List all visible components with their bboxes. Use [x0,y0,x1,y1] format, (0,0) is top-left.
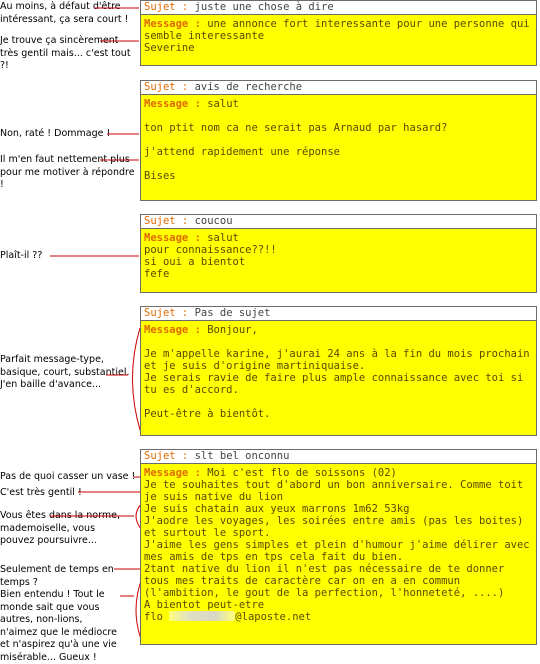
message-card-4 [140,306,537,436]
annotation-1: Au moins, à défaut d'être intéressant, ça sera court ! [0,1,129,25]
message-card-5 [140,449,537,645]
message-subject: Sujet : Pas de sujet [141,307,536,321]
annotation-2: Je trouve ça sincèrement très gentil mais... c'est tout ?! [0,35,131,71]
annotation-10: Seulement de temps en temps ? [0,564,114,588]
message-subject: Sujet : avis de recherche [141,81,536,95]
message-subject: Sujet : coucou [141,215,536,229]
message-body: Message : salut ton ptit nom ca ne serait pas Arnaud par hasard? j'attend rapidement une réponse Bises [144,98,448,182]
message-card-1 [140,0,537,66]
annotation-11: Bien entendu ! Tout le monde sait que vous autres, non-lions, n'aimez que le médiocre et n'aspirez qu'à une vie misérable... Gueux ! [0,589,117,663]
annotation-8: C'est très gentil ! [0,487,82,498]
annotation-4: Il m'en faut nettement plus pour me motiver à répondre ! [0,154,135,190]
connector-bracket [133,328,141,430]
annotation-5: Plaît-il ?? [0,250,43,261]
redacted-email-blur [169,611,235,621]
annotation-3: Non, raté ! Dommage ! [0,128,111,139]
message-body: Message : Moi c'est flo de soissons (02) Je te souhaites tout d'abord un bon anniversaire. Comme toit je suis native du lion Je suis chatain aux yeux marrons 1m62 53kg J'aodre les voyages, les soirées entre amis (pas les boites) et surtout le sport. J'aime les gens simples et plein d'humour j'aime délirer avec mes amis de tps en tps cela fait du bien. 2tant native du lion il n'est pas nécessaire de te donner tous mes traits de caractère car on en a en commun (l'ambition, le gout de la perfection, l'honneteté, ....) A bientot peut-etre flo @laposte.net [144,467,530,623]
annotation-7: Pas de quoi casser un vase ! [0,471,136,482]
annotation-6: Parfait message-type, basique, court, substantiel. J'en baille d'avance... [0,354,130,390]
message-card-3 [140,214,537,293]
message-body: Message : salut pour connaissance??!! si oui a bientot fefe [144,232,277,280]
annotation-9: Vous êtes dans la norme, mademoiselle, vous pouvez poursuivre... [0,510,120,546]
message-body: Message : Bonjour, Je m'appelle karine, j'aurai 24 ans à la fin du mois prochain et je suis d'origine martiniquaise. Je serais ravie de faire plus ample connaissance avec toi si tu es d'accord. Peut-être à bientôt. [144,324,530,420]
message-subject: Sujet : juste une chose à dire [141,1,536,15]
message-body: Message : une annonce fort interessante pour une personne qui semble interessante Severine [144,18,530,54]
message-subject: Sujet : slt bel onconnu [141,450,536,464]
message-card-2 [140,80,537,201]
